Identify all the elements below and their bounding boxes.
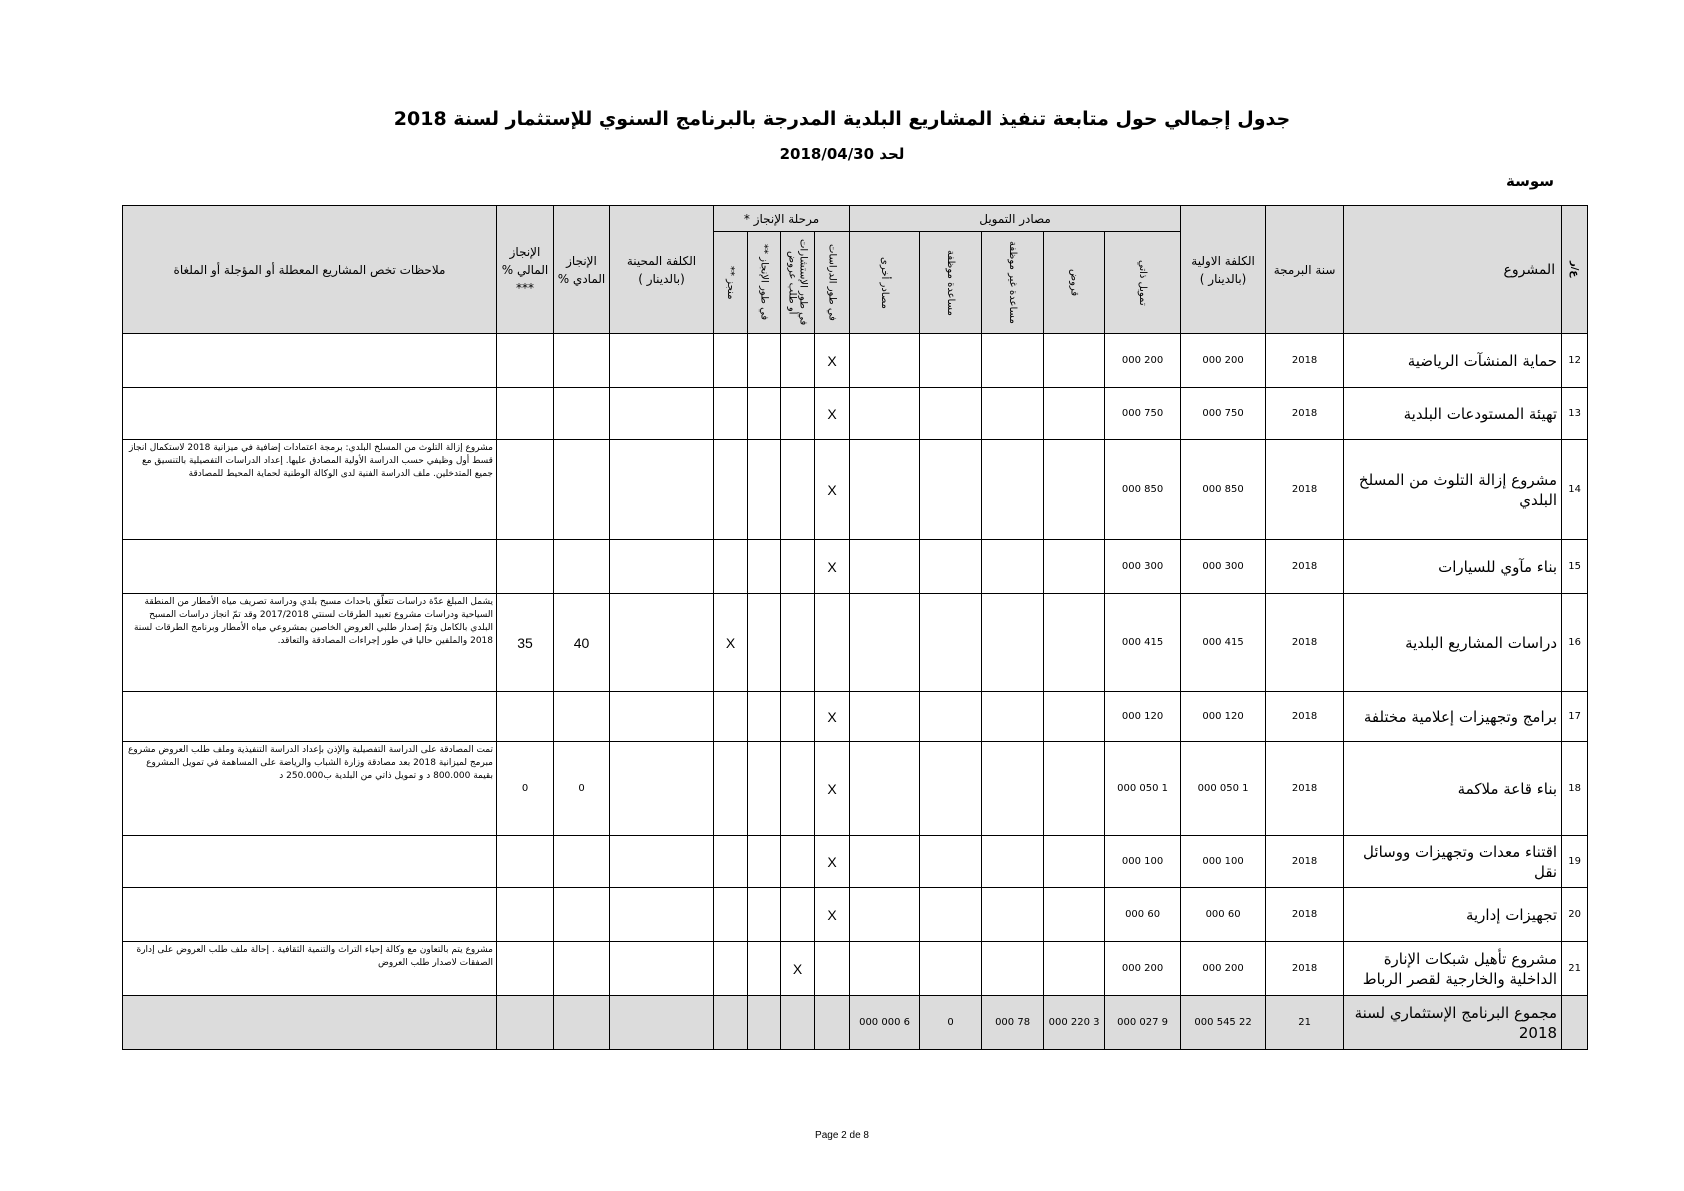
row-notes: مشروع يتم بالتعاون مع وكالة إحياء التراث والتنمية الثقافية . إحالة ملف طلب العروض على إدارة الصفقات لاصدار طلب العروض	[123, 942, 497, 996]
row-num: 17	[1562, 692, 1588, 742]
row-grant-assigned	[920, 594, 982, 692]
table-row	[123, 440, 1588, 540]
row-done	[714, 388, 748, 440]
row-physical	[554, 540, 610, 594]
row-grant-unassigned	[982, 440, 1044, 540]
total-label: مجموع البرنامج الإستثماري لسنة 2018	[1344, 996, 1562, 1050]
row-self-funding: 1 050 000	[1105, 742, 1181, 836]
row-self-funding: 750 000	[1105, 388, 1181, 440]
row-studies: X	[815, 388, 850, 440]
row-year: 2018	[1266, 836, 1344, 888]
row-loans	[1044, 334, 1105, 388]
row-self-funding: 60 000	[1105, 888, 1181, 942]
table-row	[123, 388, 1588, 440]
row-done	[714, 742, 748, 836]
row-studies: X	[815, 836, 850, 888]
total-grant-unassigned: 78 000	[982, 996, 1044, 1050]
row-self-funding: 415 000	[1105, 594, 1181, 692]
header-other-sources: مصادر أخرى	[850, 232, 920, 334]
total-num	[1562, 996, 1588, 1050]
row-other	[850, 942, 920, 996]
row-num: 15	[1562, 540, 1588, 594]
row-studies	[815, 594, 850, 692]
header-stage-consult: في طور الإستشارات أو طلب عروض	[781, 232, 815, 334]
row-year: 2018	[1266, 388, 1344, 440]
row-financial	[497, 692, 554, 742]
row-num: 20	[1562, 888, 1588, 942]
row-grant-assigned	[920, 692, 982, 742]
row-progress	[748, 692, 781, 742]
row-consult	[781, 836, 815, 888]
row-progress	[748, 388, 781, 440]
row-physical	[554, 334, 610, 388]
row-progress	[748, 440, 781, 540]
table-row	[123, 334, 1588, 388]
row-self-funding: 200 000	[1105, 334, 1181, 388]
row-grant-unassigned	[982, 888, 1044, 942]
row-consult: X	[781, 942, 815, 996]
row-physical	[554, 440, 610, 540]
row-consult	[781, 440, 815, 540]
row-studies	[815, 942, 850, 996]
row-consult	[781, 540, 815, 594]
total-progress	[748, 996, 781, 1050]
table-row	[123, 942, 1588, 996]
row-financial	[497, 334, 554, 388]
row-self-funding: 120 000	[1105, 692, 1181, 742]
row-updated-cost	[610, 742, 714, 836]
row-project: برامج وتجهيزات إعلامية مختلفة	[1344, 692, 1562, 742]
row-studies: X	[815, 540, 850, 594]
row-notes	[123, 388, 497, 440]
row-year: 2018	[1266, 440, 1344, 540]
row-year: 2018	[1266, 942, 1344, 996]
total-initial-cost: 22 545 000	[1181, 996, 1266, 1050]
row-consult	[781, 388, 815, 440]
row-initial-cost: 1 050 000	[1181, 742, 1266, 836]
header-grant-unassigned: مساعدة غير موظفة	[982, 232, 1044, 334]
row-self-funding: 300 000	[1105, 540, 1181, 594]
row-studies: X	[815, 334, 850, 388]
row-other	[850, 836, 920, 888]
row-studies: X	[815, 440, 850, 540]
row-financial	[497, 540, 554, 594]
header-initial-cost: الكلفة الاولية (بالدينار )	[1181, 206, 1266, 334]
total-updated-cost	[610, 996, 714, 1050]
row-progress	[748, 334, 781, 388]
row-num: 16	[1562, 594, 1588, 692]
row-financial	[497, 388, 554, 440]
row-studies: X	[815, 692, 850, 742]
row-grant-unassigned	[982, 388, 1044, 440]
row-physical: 0	[554, 742, 610, 836]
row-studies: X	[815, 742, 850, 836]
total-row	[123, 996, 1588, 1050]
row-grant-assigned	[920, 388, 982, 440]
row-project: بناء مآوي للسيارات	[1344, 540, 1562, 594]
row-updated-cost	[610, 836, 714, 888]
total-studies	[815, 996, 850, 1050]
row-grant-assigned	[920, 440, 982, 540]
row-physical: 40	[554, 594, 610, 692]
row-project: مشروع إزالة التلوث من المسلخ البلدي	[1344, 440, 1562, 540]
total-financial	[497, 996, 554, 1050]
header-project: المشروع	[1344, 206, 1562, 334]
header-stage-done: منجز **	[714, 232, 748, 334]
header-self-funding: تمويل ذاتي	[1105, 232, 1181, 334]
table-row	[123, 594, 1588, 692]
total-other: 6 000 000	[850, 996, 920, 1050]
row-financial: 35	[497, 594, 554, 692]
row-updated-cost	[610, 888, 714, 942]
row-notes: يشمل المبلغ عدّة دراسات تتعلّق باحداث مسبح بلدي ودراسة تصريف مياه الأمطار من المنطقة السياحية ودراسات مشروع تعبيد الطرقات لسنتي 2017/2018 وقد تمّ انجاز دراسات المسبح البلدي بالكامل وتمّ إصدار طلبي العروض الخاصين بمشروعي مياه الأمطار وبرنامج الطرقات لسنة 2018 والملفين حاليا في طور إجراءات المصادقة والتعاقد.	[123, 594, 497, 692]
row-financial	[497, 836, 554, 888]
row-other	[850, 594, 920, 692]
row-initial-cost: 100 000	[1181, 836, 1266, 888]
row-self-funding: 850 000	[1105, 440, 1181, 540]
row-done	[714, 888, 748, 942]
row-grant-unassigned	[982, 692, 1044, 742]
row-year: 2018	[1266, 888, 1344, 942]
row-project: مشروع تأهيل شبكات الإنارة الداخلية والخارجية لقصر الرباط	[1344, 942, 1562, 996]
table-row	[123, 692, 1588, 742]
header-notes: ملاحظات تخص المشاريع المعطلة أو المؤجلة أو الملغاة	[123, 206, 497, 334]
row-project: تجهيزات إدارية	[1344, 888, 1562, 942]
page-footer: Page 2 de 8	[815, 1130, 869, 1141]
row-done	[714, 836, 748, 888]
row-other	[850, 888, 920, 942]
row-grant-assigned	[920, 334, 982, 388]
row-notes	[123, 540, 497, 594]
row-grant-unassigned	[982, 594, 1044, 692]
date-label: لحد	[879, 145, 905, 163]
row-updated-cost	[610, 942, 714, 996]
projects-table	[122, 205, 1588, 1050]
row-initial-cost: 300 000	[1181, 540, 1266, 594]
row-year: 2018	[1266, 594, 1344, 692]
row-year: 2018	[1266, 692, 1344, 742]
row-loans	[1044, 540, 1105, 594]
row-initial-cost: 200 000	[1181, 942, 1266, 996]
row-progress	[748, 594, 781, 692]
row-physical	[554, 942, 610, 996]
row-updated-cost	[610, 440, 714, 540]
row-grant-assigned	[920, 540, 982, 594]
row-loans	[1044, 594, 1105, 692]
row-consult	[781, 692, 815, 742]
row-progress	[748, 888, 781, 942]
row-updated-cost	[610, 540, 714, 594]
total-self-funding: 9 027 000	[1105, 996, 1181, 1050]
row-num: 13	[1562, 388, 1588, 440]
total-done	[714, 996, 748, 1050]
row-grant-unassigned	[982, 540, 1044, 594]
total-grant-assigned: 0	[920, 996, 982, 1050]
row-grant-assigned	[920, 742, 982, 836]
row-initial-cost: 120 000	[1181, 692, 1266, 742]
city-label: سوسة	[1505, 172, 1554, 190]
row-grant-assigned	[920, 942, 982, 996]
row-initial-cost: 200 000	[1181, 334, 1266, 388]
row-project: حماية المنشآت الرياضية	[1344, 334, 1562, 388]
row-done	[714, 440, 748, 540]
row-financial	[497, 942, 554, 996]
row-financial: 0	[497, 742, 554, 836]
row-project: دراسات المشاريع البلدية	[1344, 594, 1562, 692]
row-physical	[554, 692, 610, 742]
row-financial	[497, 440, 554, 540]
row-year: 2018	[1266, 742, 1344, 836]
row-progress	[748, 836, 781, 888]
header-loans: قروض	[1044, 232, 1105, 334]
row-other	[850, 742, 920, 836]
row-project: بناء قاعة ملاكمة	[1344, 742, 1562, 836]
row-num: 12	[1562, 334, 1588, 388]
header-stage-progress: في طور الإنجاز **	[748, 232, 781, 334]
total-year: 21	[1266, 996, 1344, 1050]
row-done	[714, 942, 748, 996]
row-project: اقتناء معدات وتجهيزات ووسائل نقل	[1344, 836, 1562, 888]
row-notes: تمت المصادقة على الدراسة التفصيلية والإذن بإعداد الدراسة التنفيذية وملف طلب العروض مشروع مبرمج لميزانية 2018 بعد مصادقة وزارة الشباب والرياضة على المساهمة في تمويل المشروع بقيمة 800.000 د و تمويل ذاتي من البلدية ب250.000 د	[123, 742, 497, 836]
row-physical	[554, 888, 610, 942]
row-updated-cost	[610, 334, 714, 388]
row-grant-unassigned	[982, 334, 1044, 388]
row-loans	[1044, 440, 1105, 540]
row-loans	[1044, 836, 1105, 888]
row-consult	[781, 334, 815, 388]
row-grant-assigned	[920, 888, 982, 942]
header-num: ع/ر	[1562, 206, 1588, 334]
header-updated-cost: الكلفة المحينة (بالدينار )	[610, 206, 714, 334]
row-updated-cost	[610, 692, 714, 742]
row-num: 18	[1562, 742, 1588, 836]
row-num: 14	[1562, 440, 1588, 540]
total-physical	[554, 996, 610, 1050]
table-row	[123, 540, 1588, 594]
row-notes: مشروع إزالة التلوث من المسلخ البلدي: برمجة اعتمادات إضافية في ميزانية 2018 لاستكمال انجاز قسط أول وظيفي حسب الدراسة الأولية المصادق عليها. إعداد الدراسات التفصيلية بالتنسيق مع جميع المتدخلين. ملف الدراسة الفنية لدى الوكالة الوطنية لحماية المحيط للمصادقة	[123, 440, 497, 540]
table-row	[123, 742, 1588, 836]
row-loans	[1044, 888, 1105, 942]
row-other	[850, 440, 920, 540]
row-progress	[748, 942, 781, 996]
header-physical: الإنجاز المادي %	[554, 206, 610, 334]
row-initial-cost: 850 000	[1181, 440, 1266, 540]
total-notes	[123, 996, 497, 1050]
total-loans: 3 220 000	[1044, 996, 1105, 1050]
row-other	[850, 388, 920, 440]
row-self-funding: 100 000	[1105, 836, 1181, 888]
date-line	[0, 145, 1684, 163]
row-notes	[123, 888, 497, 942]
row-consult	[781, 742, 815, 836]
row-loans	[1044, 388, 1105, 440]
row-grant-unassigned	[982, 836, 1044, 888]
row-other	[850, 692, 920, 742]
header-funding-sources: مصادر التمويل	[850, 206, 1181, 232]
row-year: 2018	[1266, 334, 1344, 388]
row-progress	[748, 742, 781, 836]
header-stage-studies: في طور الدراسات	[815, 232, 850, 334]
total-consult	[781, 996, 815, 1050]
row-updated-cost	[610, 388, 714, 440]
row-studies: X	[815, 888, 850, 942]
row-grant-unassigned	[982, 742, 1044, 836]
row-progress	[748, 540, 781, 594]
header-financial: الإنجاز المالي % ***	[497, 206, 554, 334]
document-title: جدول إجمالي حول متابعة تنفيذ المشاريع البلدية المدرجة بالبرنامج السنوي للإستثمار لسنة 2018	[393, 108, 1291, 130]
row-loans	[1044, 942, 1105, 996]
header-year: سنة البرمجة	[1266, 206, 1344, 334]
row-other	[850, 334, 920, 388]
row-done	[714, 334, 748, 388]
row-loans	[1044, 692, 1105, 742]
header-grant-assigned: مساعدة موظفة	[920, 232, 982, 334]
row-consult	[781, 594, 815, 692]
row-self-funding: 200 000	[1105, 942, 1181, 996]
row-financial	[497, 888, 554, 942]
row-done	[714, 540, 748, 594]
row-initial-cost: 415 000	[1181, 594, 1266, 692]
row-updated-cost	[610, 594, 714, 692]
row-num: 19	[1562, 836, 1588, 888]
row-grant-assigned	[920, 836, 982, 888]
row-year: 2018	[1266, 540, 1344, 594]
row-done: X	[714, 594, 748, 692]
row-notes	[123, 836, 497, 888]
row-initial-cost: 750 000	[1181, 388, 1266, 440]
row-physical	[554, 388, 610, 440]
row-notes	[123, 334, 497, 388]
row-consult	[781, 888, 815, 942]
header-stage: مرحلة الإنجاز *	[714, 206, 850, 232]
row-other	[850, 540, 920, 594]
row-initial-cost: 60 000	[1181, 888, 1266, 942]
table-row	[123, 888, 1588, 942]
row-project: تهيئة المستودعات البلدية	[1344, 388, 1562, 440]
row-done	[714, 692, 748, 742]
row-loans	[1044, 742, 1105, 836]
row-grant-unassigned	[982, 942, 1044, 996]
table-row	[123, 836, 1588, 888]
date-value: 2018/04/30	[779, 145, 875, 163]
row-notes	[123, 692, 497, 742]
row-physical	[554, 836, 610, 888]
row-num: 21	[1562, 942, 1588, 996]
